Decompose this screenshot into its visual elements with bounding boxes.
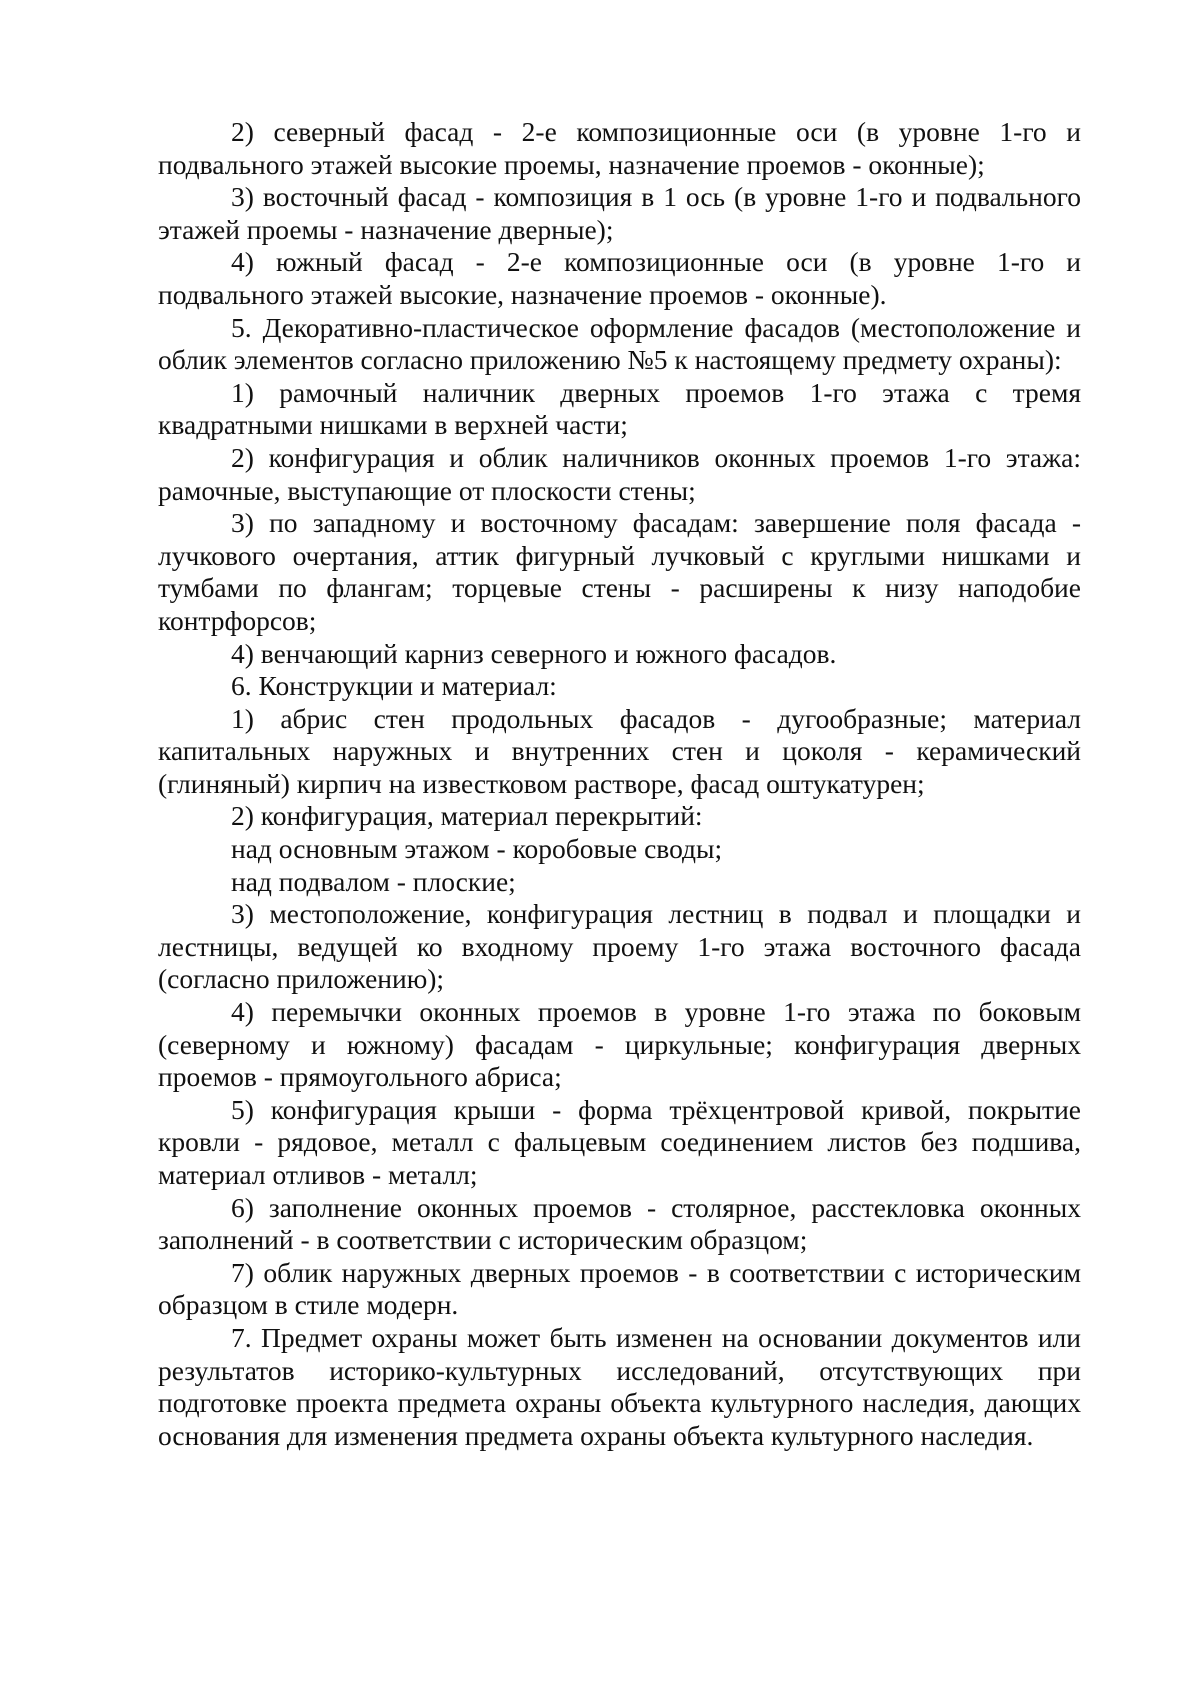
- paragraph-east-facade: 3) восточный фасад - композиция в 1 ось (в уровне 1-го и подвального этажей проемы - назначение дверные);: [158, 181, 1081, 245]
- paragraph-basement-ceiling: над подвалом - плоские;: [231, 865, 516, 897]
- paragraph-section-7: 7. Предмет охраны может быть изменен на основании документов или результатов историко-культурных исследований, отсутствующих при подготовке проекта предмета охраны объекта культурного наследия, дающих основания для изменения предмета охраны объекта культурного наследия.: [158, 1321, 1081, 1451]
- paragraph-stairs: 3) местоположение, конфигурация лестниц в подвал и площадки и лестницы, ведущей ко входному проему 1-го этажа восточного фасада (согласно приложению);: [158, 898, 1081, 995]
- paragraph-lintels: 4) перемычки оконных проемов в уровне 1-го этажа по боковым (северному и южному) фасадам - циркульные; конфигурация дверных проемов - прямоугольного абриса;: [158, 996, 1081, 1093]
- paragraph-door-casing: 1) рамочный наличник дверных проемов 1-го этажа с тремя квадратными нишками в верхней части;: [158, 376, 1081, 441]
- paragraph-window-casings: 2) конфигурация и облик наличников оконных проемов 1-го этажа: рамочные, выступающие от плоскости стены;: [158, 441, 1081, 506]
- paragraph-south-facade: 4) южный фасад - 2-е композиционные оси (в уровне 1-го и подвального этажей высокие, назначение проемов - оконные).: [158, 246, 1081, 310]
- paragraph-north-facade: 2) северный фасад - 2-е композиционные оси (в уровне 1-го и подвального этажей высокие проемы, назначение проемов - оконные);: [158, 116, 1081, 180]
- paragraph-window-filling: 6) заполнение оконных проемов - столярное, расстекловка оконных заполнений - в соответствии с историческим образцом;: [158, 1191, 1081, 1256]
- paragraph-roof: 5) конфигурация крыши - форма трёхцентровой кривой, покрытие кровли - рядовое, металл с фальцевым соединением листов без подшива, материал отливов - металл;: [158, 1093, 1081, 1190]
- paragraph-section-6-heading: 6. Конструкции и материал:: [231, 670, 557, 702]
- paragraph-walls: 1) абрис стен продольных фасадов - дугообразные; материал капитальных наружных и внутренних стен и цоколя - керамический (глиняный) кирпич на известковом растворе, фасад оштукатурен;: [158, 702, 1081, 799]
- paragraph-section-5-heading: 5. Декоративно-пластическое оформление фасадов (местоположение и облик элементов согласно приложению №5 к настоящему предмету охраны):: [158, 311, 1081, 376]
- paragraph-vaults: над основным этажом - коробовые своды;: [231, 833, 723, 865]
- paragraph-west-east-facades: 3) по западному и восточному фасадам: завершение поля фасада - лучкового очертания, аттик фигурный лучковый с круглыми нишками и тумбами по флангам; торцевые стены - расширены к низу наподобие контрфорсов;: [158, 507, 1081, 636]
- paragraph-floors: 2) конфигурация, материал перекрытий:: [231, 800, 703, 832]
- paragraph-cornice: 4) венчающий карниз северного и южного фасадов.: [231, 637, 837, 669]
- document-body: [158, 116, 1081, 1452]
- paragraph-door-appearance: 7) облик наружных дверных проемов - в соответствии с историческим образцом в стиле модерн.: [158, 1256, 1081, 1321]
